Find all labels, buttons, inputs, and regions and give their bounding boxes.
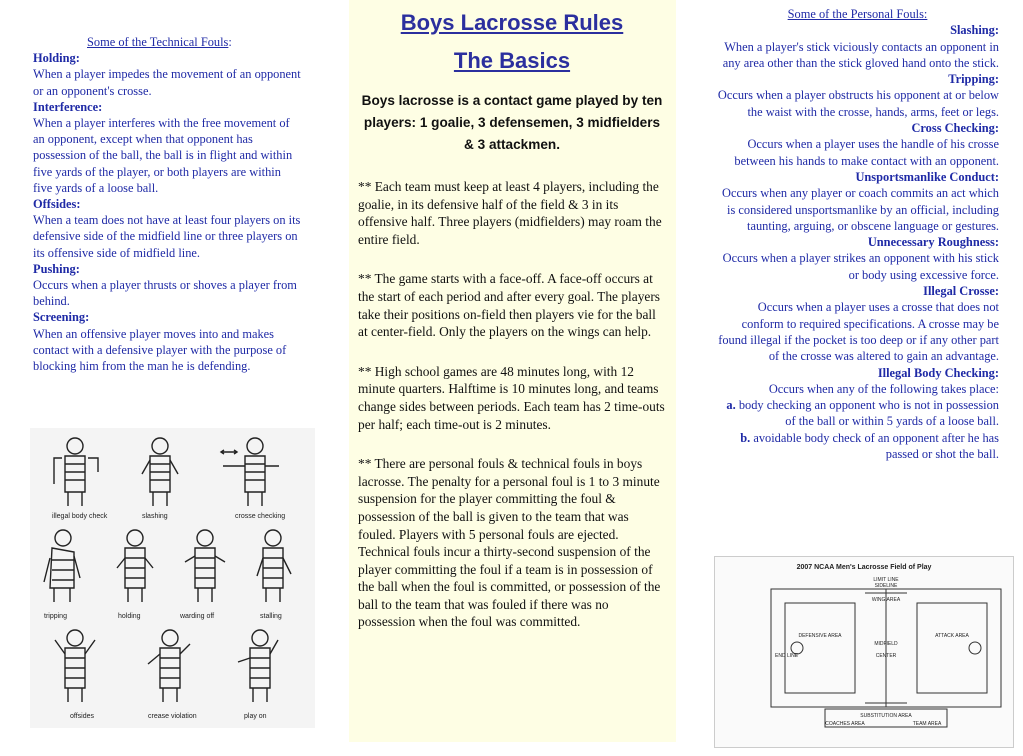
foul-name: Offsides: (33, 197, 81, 212)
page-title: Boys Lacrosse Rules (400, 10, 624, 35)
foul-description: When a player interferes with the free movement of an opponent, except when that opponent has possession of the ball, the ball is in flight and within five yards of the player, or both players are within five yards of a loose ball. (33, 116, 293, 195)
rule-paragraph: ** The game starts with a face-off. A face-off occurs at the start of each period and after every goal. The players take their positions on-field then players vie for the ball at center-field. Only the players on the wings can help. (358, 271, 661, 340)
field-label: WING AREA (871, 597, 901, 603)
foul-description: Occurs when a player strikes an opponent with his stick or body using excessive force. (722, 251, 999, 282)
foul-name: Interference: (33, 99, 103, 114)
personal-fouls-heading: Some of the Personal Fouls: (787, 7, 928, 21)
foul-name: Unsportsmanlike Conduct: (855, 169, 999, 184)
lead-text: Boys lacrosse is a contact game played by ten players: 1 goalie, 3 defensemen, 3 midfielders & 3 attackmen. (361, 93, 663, 152)
referee-signals-illustration (30, 428, 315, 728)
field-label: DEFENSIVE AREA (798, 633, 842, 639)
foul-name: Unnecessary Roughness: (867, 235, 999, 250)
signal-label: crosse checking (235, 513, 286, 520)
signal-label: offsides (70, 713, 94, 720)
personal-fouls-column (716, 0, 999, 462)
foul-description: When a player impedes the movement of an opponent or an opponent's crosse. (33, 67, 301, 98)
signal-label: holding (118, 613, 141, 620)
foul-name: Screening: (33, 310, 90, 325)
foul-description: Occurs when a player thrusts or shoves a player from behind. (33, 278, 297, 309)
field-label: CENTER (875, 653, 897, 659)
signal-label: illegal body check (52, 513, 108, 520)
sub-item-a: a. body checking an opponent who is not in possession of the ball or within 5 yards of a loose ball. (726, 398, 999, 429)
field-label: END LINE (775, 653, 799, 659)
field-label: COACHES AREA (825, 721, 865, 727)
foul-name: Holding: (33, 51, 80, 66)
signal-label: slashing (142, 513, 168, 520)
foul-name: Illegal Body Checking: (877, 365, 999, 380)
foul-description: Occurs when any of the following takes place: (768, 381, 999, 396)
foul-name: Pushing: (33, 261, 80, 276)
field-of-play-svg (715, 557, 1013, 747)
field-title: 2007 NCAA Men's Lacrosse Field of Play (796, 564, 932, 571)
field-label: ATTACK AREA (935, 633, 969, 639)
foul-description: When a player's stick viciously contacts an opponent in any area other than the stick gloved hand onto the stick. (722, 39, 999, 70)
field-label: SIDELINE (874, 583, 898, 589)
rule-paragraph: ** Each team must keep at least 4 players, including the goalie, in its defensive half of the field & 3 in its offensive half. Three players (midfielders) may roam the entire field. (358, 179, 662, 247)
field-label: TEAM AREA (912, 721, 942, 727)
foul-name: Illegal Crosse: (923, 284, 999, 299)
technical-fouls-column (0, 0, 340, 374)
signal-label: warding off (180, 613, 215, 620)
foul-name: Tripping: (948, 72, 999, 87)
foul-description: Occurs when a player uses a crosse that does not conform to required specifications. A crosse may be found illegal if the pocket is too deep or if any other part of the crosse was altered to gain an advantage. (718, 300, 999, 364)
signal-label: crease violation (148, 713, 197, 720)
foul-description: When a team does not have at least four players on its defensive side of the midfield line or three players on its offensive side of midfield line. (33, 213, 301, 260)
rule-paragraph: ** There are personal fouls & technical fouls in boys lacrosse. The penalty for a personal foul is 1 to 3 minute suspension for the player committing the foul & possession of the ball is given to the team that was fouled. Players with 5 personal fouls are ejected. Technical fouls incur a thirty-second suspension of the player committing the foul if a team is in possession of the ball when the foul is committed, or possession of the ball to the team that was fouled if there was no possession when the foul was committed. (358, 456, 661, 630)
signal-label: tripping (44, 613, 67, 620)
foul-name: Cross Checking: (911, 121, 999, 136)
basics-panel (349, 0, 676, 742)
field-label: LIMIT LINE (873, 577, 899, 583)
page-subtitle: The Basics (453, 48, 571, 73)
signal-label: play on (244, 713, 267, 720)
technical-fouls-heading: Some of the Technical Fouls: (87, 35, 232, 49)
field-diagram (714, 556, 1014, 748)
referee-figures (30, 428, 315, 728)
signal-label: stalling (260, 613, 282, 620)
field-label: MIDFIELD (874, 641, 898, 647)
foul-description: When an offensive player moves into and makes contact with a defensive player with the purpose of blocking him from the man he is defending. (33, 326, 287, 374)
foul-name: Slashing: (950, 23, 999, 38)
technical-fouls-list (33, 50, 340, 374)
foul-description: Occurs when a player obstructs his opponent at or below the waist with the crosse, hands, arms, feet or legs. (717, 88, 999, 119)
rule-paragraph: ** High school games are 48 minutes long, with 12 minute quarters. Halftime is 10 minutes long, and teams change sides between periods. Each team has 2 time-outs per half; each time-out is 2 minutes. (358, 363, 665, 432)
foul-description: Occurs when a player uses the handle of his crosse between his hands to make contact with an opponent. (734, 137, 999, 168)
sub-item-b: b. avoidable body check of an opponent after he has passed or shot the ball. (740, 430, 999, 462)
field-label: SUBSTITUTION AREA (860, 713, 912, 719)
foul-description: Occurs when any player or coach commits an act which is considered unsportsmanlike by an official, including taunting, arguing, or obscene language or gestures. (722, 186, 999, 233)
